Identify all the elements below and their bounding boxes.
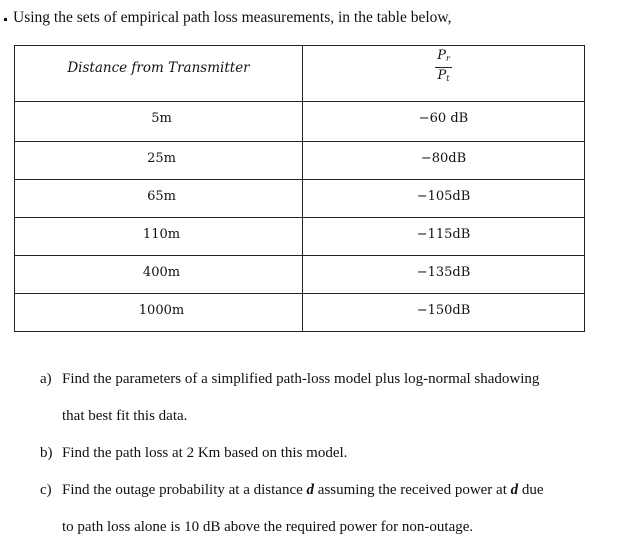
question-label: c) [40,482,52,498]
distance-variable: d [306,482,315,498]
header-distance: Distance from Transmitter [15,46,303,102]
intro-sentence: Using the sets of empirical path loss measurements, in the table below, [13,9,452,26]
table-row [15,102,585,142]
distance-cell: 25m [15,142,303,180]
table-row [15,218,585,256]
path-loss-cell: −105dB [303,180,585,218]
distance-cell: 1000m [15,294,303,332]
question-a-continued: that best fit this data. [62,408,188,424]
table-row [15,180,585,218]
distance-cell: 400m [15,256,303,294]
question-c-continued: to path loss alone is 10 dB above the required power for non-outage. [62,519,474,535]
table-row [15,256,585,294]
distance-cell: 65m [15,180,303,218]
path-loss-cell: −150dB [303,294,585,332]
path-loss-cell: −135dB [303,256,585,294]
distance-cell: 5m [15,102,303,142]
question-label: a) [40,371,52,387]
distance-cell: 110m [15,218,303,256]
bullet-marker [4,18,7,21]
power-ratio-fraction: $\frac{P_r}{P_t}$ [437,48,450,83]
path-loss-cell: −60 dB [303,102,585,142]
question-text: Find the path loss at 2 Km based on this model. [62,445,348,461]
path-loss-table [14,45,585,332]
path-loss-cell: −80dB [303,142,585,180]
table-row [15,142,585,180]
distance-variable: d [510,482,519,498]
table-header-row [15,46,585,102]
question-text: Find the outage probability at a distance d assuming the received power at d due [62,482,544,498]
intro-text [13,9,452,27]
header-power-ratio [303,46,585,102]
question-label: b) [40,445,53,461]
path-loss-cell: −115dB [303,218,585,256]
table-row [15,294,585,332]
question-text: Find the parameters of a simplified path-loss model plus log-normal shadowing [62,371,540,387]
